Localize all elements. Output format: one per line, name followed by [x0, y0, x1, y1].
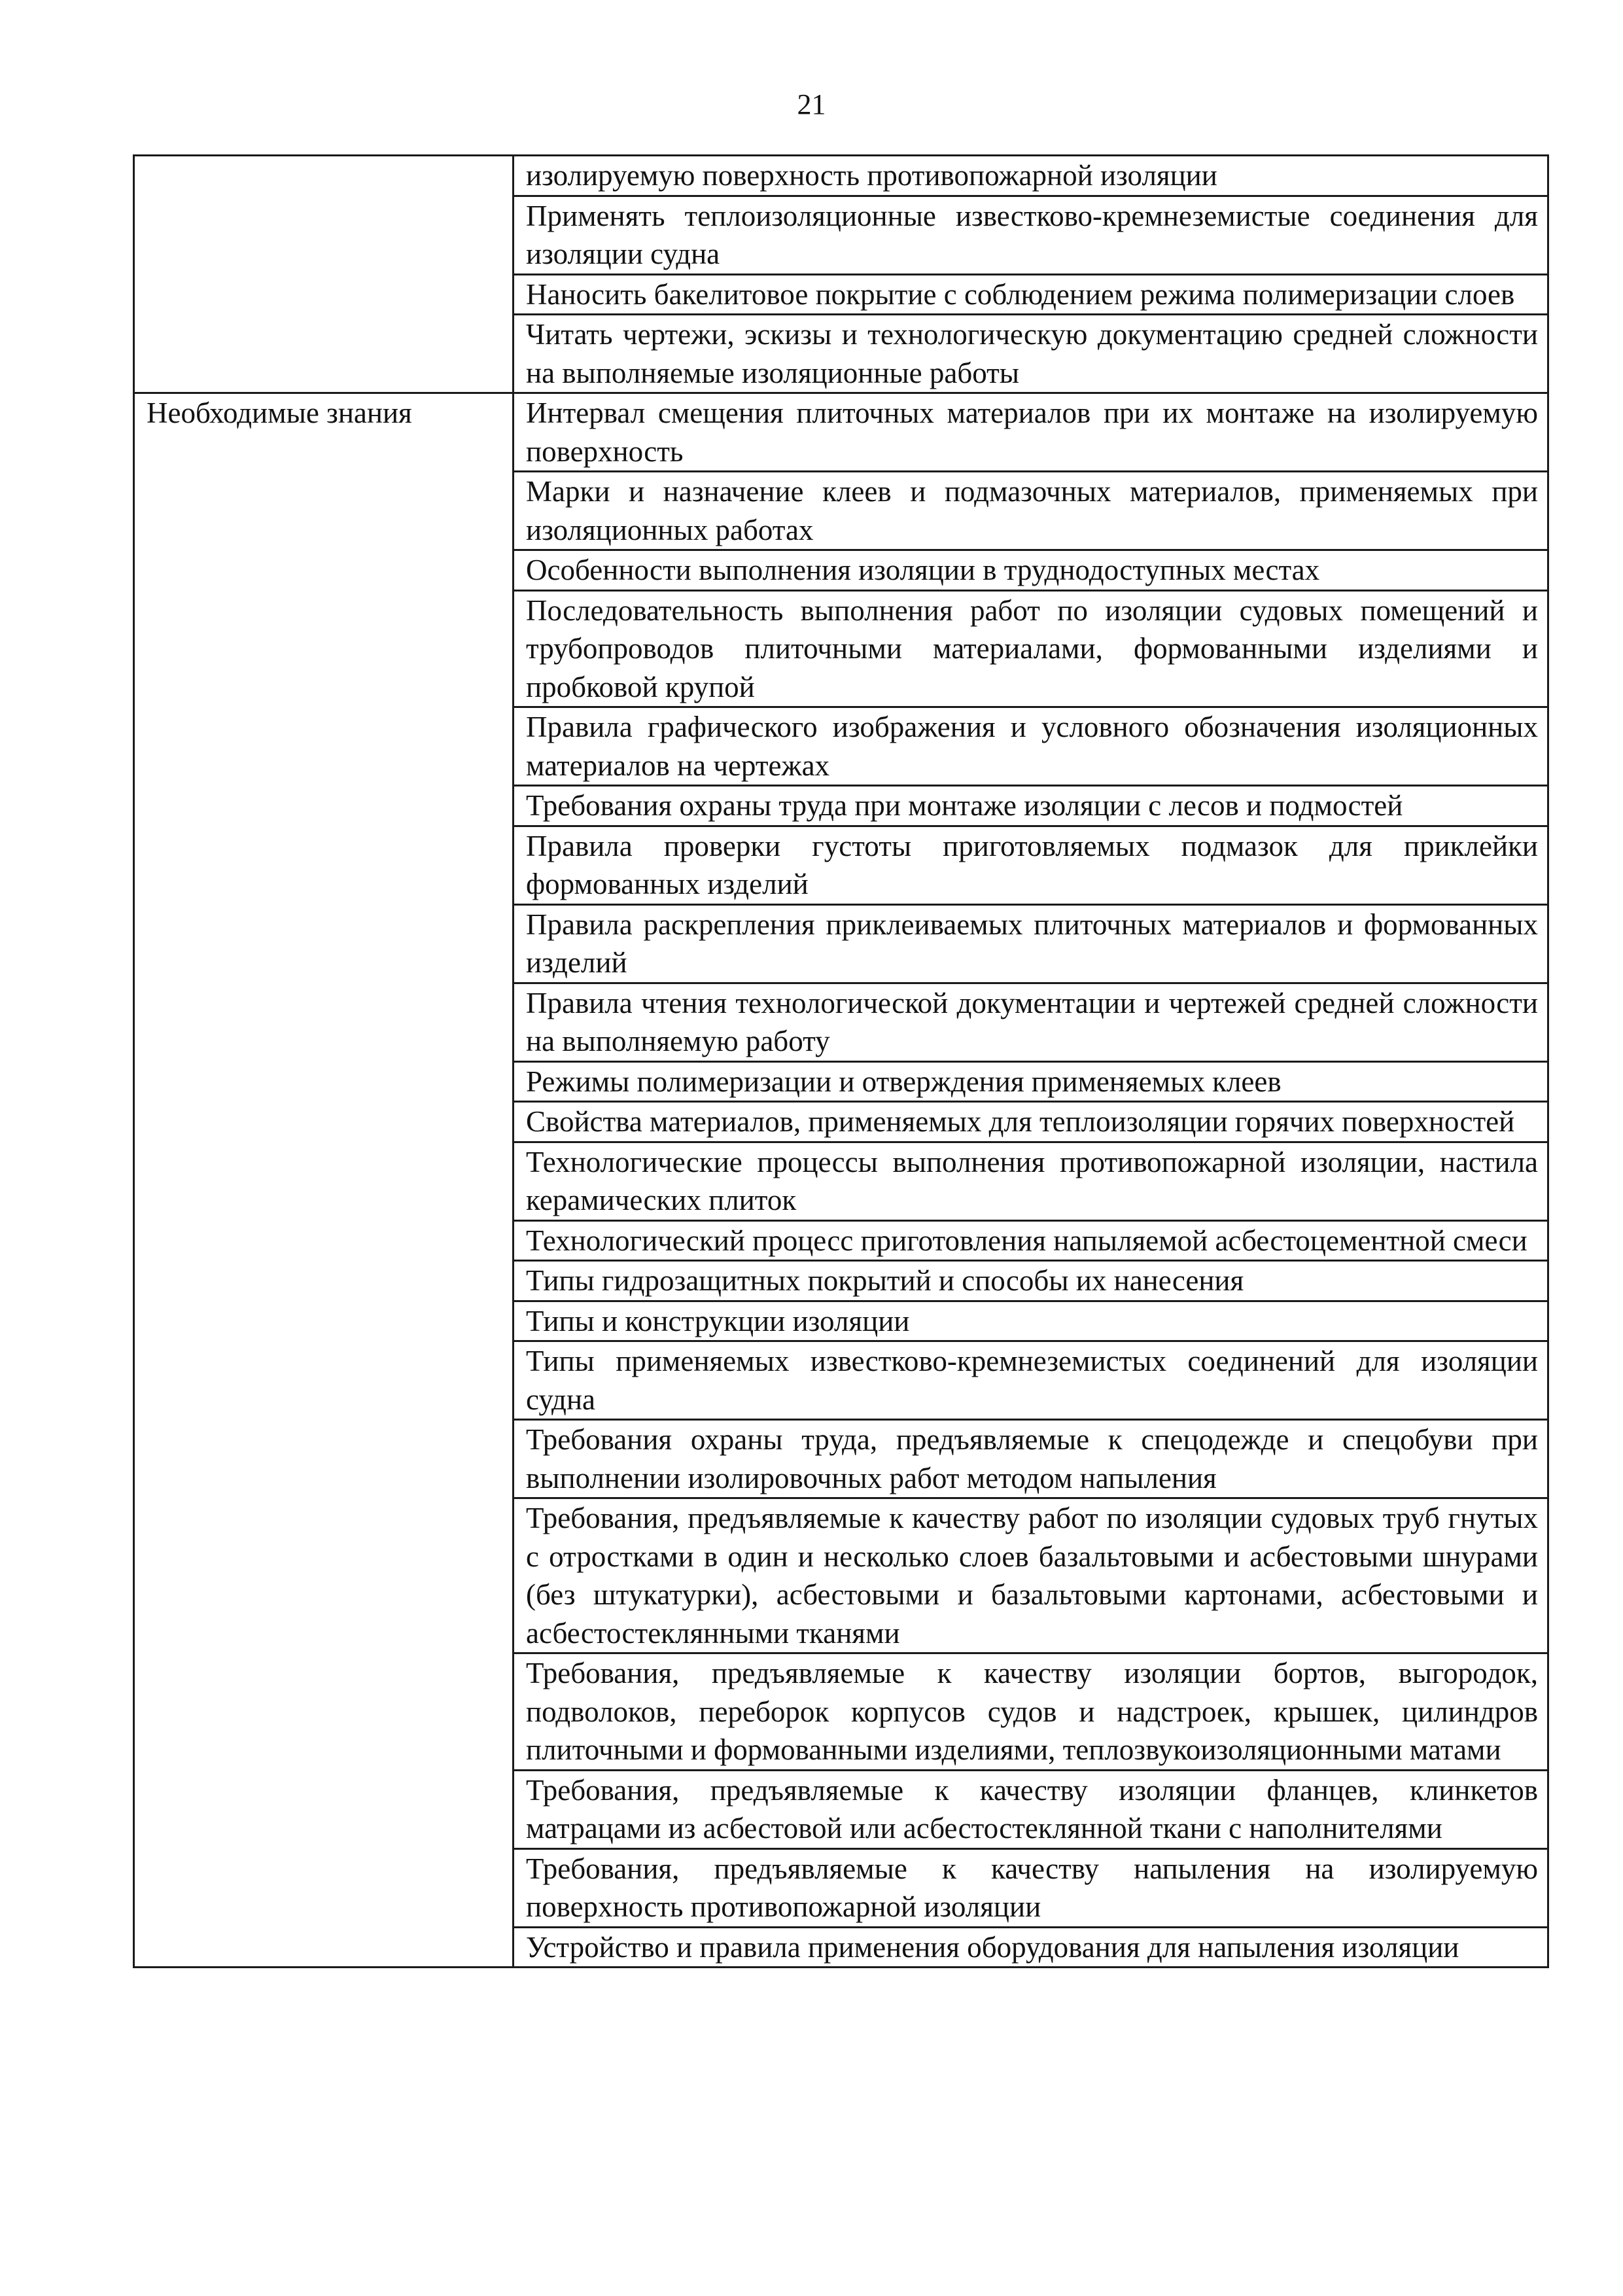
table-cell-item: Интервал смещения плиточных материалов при их монтаже на изолируемую поверхность [514, 393, 1548, 472]
table-cell-item: Типы гидрозащитных покрытий и способы их нанесения [514, 1261, 1548, 1301]
table-cell-item: Читать чертежи, эскизы и технологическую документацию средней сложности на выполняемые изоляционные работы [514, 315, 1548, 393]
table-cell-item: Марки и назначение клеев и подмазочных материалов, применяемых при изоляционных работах [514, 472, 1548, 550]
empty-label-cell [134, 156, 514, 393]
table-cell-item: Устройство и правила применения оборудования для напыления изоляции [514, 1927, 1548, 1968]
table-cell-item: Типы применяемых известково-кремнеземистых соединений для изоляции судна [514, 1341, 1548, 1420]
table-cell-item: Особенности выполнения изоляции в труднодоступных местах [514, 550, 1548, 591]
table-cell-item: Типы и конструкции изоляции [514, 1301, 1548, 1341]
table-cell-item: Технологический процесс приготовления напыляемой асбестоцементной смеси [514, 1220, 1548, 1261]
table-cell-item: Правила раскрепления приклеиваемых плиточных материалов и формованных изделий [514, 904, 1548, 983]
table-cell-item: Требования охраны труда при монтаже изоляции с лесов и подмостей [514, 786, 1548, 826]
table-cell-item: Требования охраны труда, предъявляемые к спецодежде и спецобуви при выполнении изолировочных работ методом напыления [514, 1420, 1548, 1498]
section-label-knowledge: Необходимые знания [134, 393, 514, 1968]
table-cell-item: Последовательность выполнения работ по изоляции судовых помещений и трубопроводов плиточными материалами, формованными изделиями и пробковой крупой [514, 590, 1548, 707]
table-cell-item: Требования, предъявляемые к качеству изоляции бортов, выгородок, подволоков, переборок корпусов судов и надстроек, крышек, цилиндров плиточными и формованными изделиями, теплозвукоизоляционными матами [514, 1653, 1548, 1771]
table-cell-item: изолируемую поверхность противопожарной изоляции [514, 156, 1548, 196]
table-cell-item: Правила чтения технологической документации и чертежей средней сложности на выполняемую работу [514, 983, 1548, 1061]
table-cell-item: Свойства материалов, применяемых для теплоизоляции горячих поверхностей [514, 1102, 1548, 1142]
table-row [134, 156, 1548, 196]
table-row [134, 393, 1548, 472]
page-number: 21 [797, 88, 826, 120]
requirements-table [133, 154, 1549, 1968]
table-cell-item: Режимы полимеризации и отверждения применяемых клеев [514, 1061, 1548, 1102]
table-cell-item: Технологические процессы выполнения противопожарной изоляции, настила керамических плиток [514, 1142, 1548, 1220]
table-cell-item: Правила графического изображения и условного обозначения изоляционных материалов на чертежах [514, 707, 1548, 786]
table-cell-item: Наносить бакелитовое покрытие с соблюдением режима полимеризации слоев [514, 274, 1548, 315]
table-cell-item: Требования, предъявляемые к качеству напыления на изолируемую поверхность противопожарной изоляции [514, 1848, 1548, 1927]
table-cell-item: Правила проверки густоты приготовляемых подмазок для приклейки формованных изделий [514, 826, 1548, 904]
table-cell-item: Требования, предъявляемые к качеству работ по изоляции судовых труб гнутых с отростками в один и несколько слоев базальтовыми и асбестовыми шнурами (без штукатурки), асбестовыми и базальтовыми картонами, асбестовыми и асбестостеклянными тканями [514, 1498, 1548, 1653]
table-cell-item: Применять теплоизоляционные известково-кремнеземистые соединения для изоляции судна [514, 196, 1548, 274]
table-cell-item: Требования, предъявляемые к качеству изоляции фланцев, клинкетов матрацами из асбестовой или асбестостеклянной ткани с наполнителями [514, 1770, 1548, 1848]
